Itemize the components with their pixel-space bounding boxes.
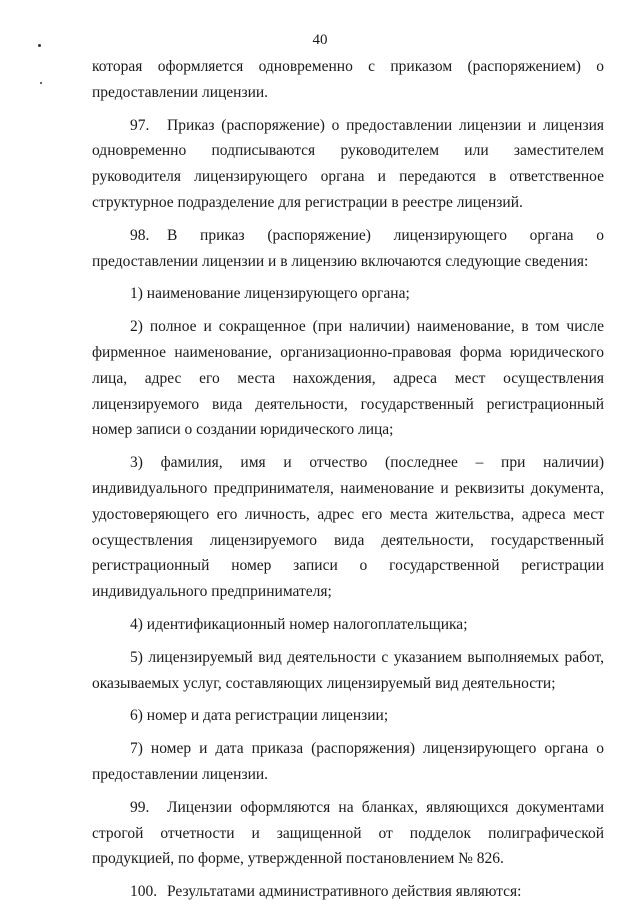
paragraph-text: 4) идентификационный номер налогоплательщика;	[130, 615, 468, 633]
list-item-1	[92, 281, 604, 307]
scan-speck	[40, 82, 42, 84]
scan-speck	[38, 44, 41, 47]
paragraph-text: 7) номер и дата приказа (распоряжения) лицензирующего органа о предоставлении лицензии.	[92, 740, 604, 783]
paragraph-number: 98.	[130, 226, 150, 244]
paragraph-text: 5) лицензируемый вид деятельности с указанием выполняемых работ, оказываемых услуг, составляющих лицензируемый вид деятельности;	[92, 648, 604, 692]
list-item-4	[92, 612, 604, 638]
paragraph-text: Лицензии оформляются на бланках, являющихся документами строгой отчетности и защищенной от подделок полиграфической продукцией, по форме, утвержденной постановлением № 826.	[92, 798, 604, 868]
paragraph-number: 99.	[130, 798, 150, 816]
paragraph-text: 6) номер и дата регистрации лицензии;	[130, 707, 389, 725]
paragraph-text: 3) фамилия, имя и отчество (последнее – при наличии) индивидуального предпринимателя, наименование и реквизиты документа, удостоверяющего его личность, адрес его места жительства, адреса мест осуществления лицензируемого вида деятельности, государственный регистрационный номер записи о государственной регистрации индивидуального предпринимателя;	[92, 454, 604, 601]
document-body	[92, 54, 604, 912]
paragraph-number: 100.	[130, 883, 158, 901]
paragraph-continuation	[92, 54, 604, 106]
paragraph-100	[92, 879, 604, 905]
paragraph-text: В приказ (распоряжение) лицензирующего органа о предоставлении лицензии и в лицензию включаются следующие сведения:	[92, 226, 604, 270]
paragraph-text: 2) полное и сокращенное (при наличии) наименование, в том числе фирменное наименование, организационно-правовая форма юридического лица, адрес его места нахождения, адреса мест осуществления лицензируемого вида деятельности, государственный регистрационный номер записи о создании юридического лица;	[92, 318, 604, 439]
paragraph-text: 1) наименование лицензирующего органа;	[130, 285, 410, 303]
paragraph-number: 97.	[130, 116, 150, 134]
list-item-3	[92, 450, 604, 605]
paragraph-98	[92, 223, 604, 275]
list-item-5	[92, 645, 604, 697]
list-item-2	[92, 314, 604, 443]
paragraph-text: Результатами административного действия являются:	[167, 883, 522, 901]
paragraph-text: которая оформляется одновременно с приказом (распоряжением) о предоставлении лицензии.	[92, 58, 604, 101]
list-item-6	[92, 703, 604, 729]
paragraph-99	[92, 795, 604, 872]
paragraph-97	[92, 113, 604, 216]
paragraph-text: Приказ (распоряжение) о предоставлении лицензии и лицензия одновременно подписываются руководителем или заместителем руководителя лицензирующего органа и передаются в ответственное структурное подразделение для регистрации в реестре лицензий.	[92, 116, 604, 211]
list-item-7	[92, 736, 604, 788]
page-number: 40	[312, 32, 328, 48]
